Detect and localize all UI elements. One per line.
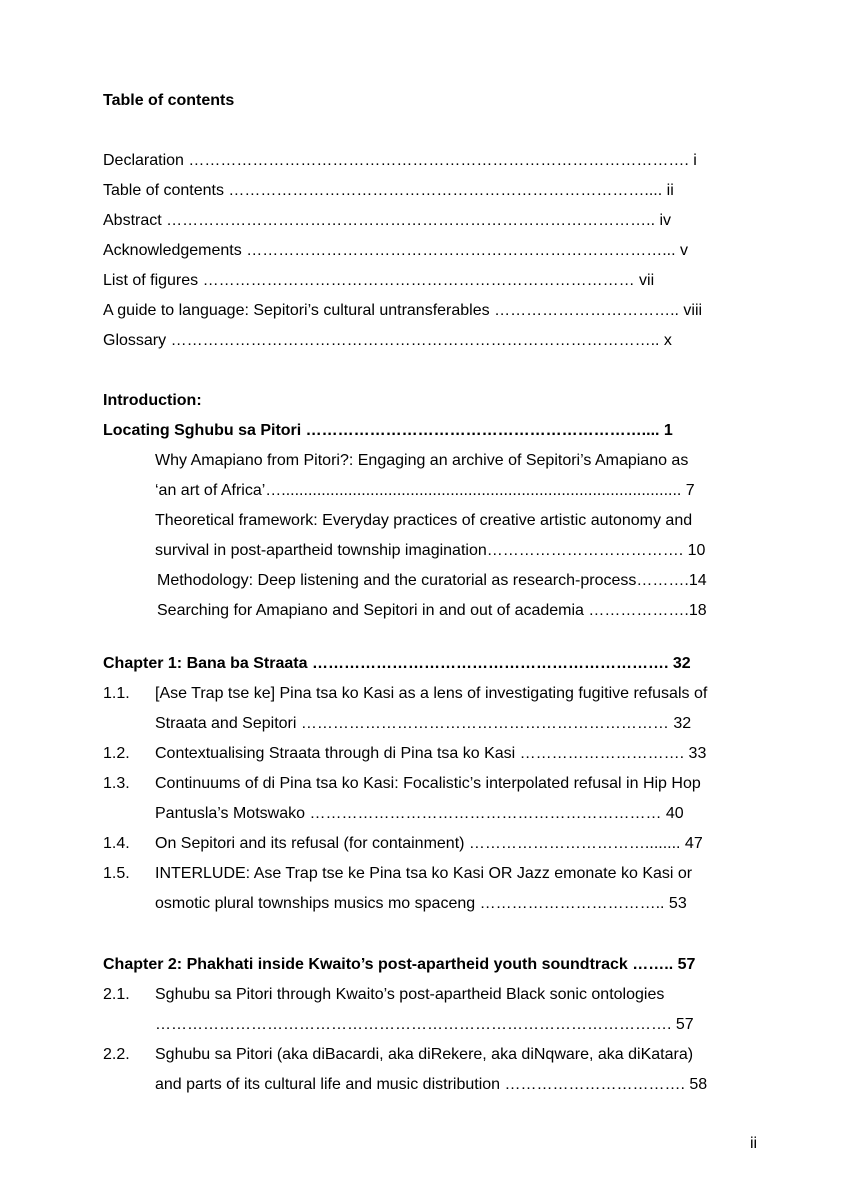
chapter-2-heading: Chapter 2: Phakhati inside Kwaito’s post-apartheid youth soundtrack …….. 57 — [103, 956, 696, 973]
section-title-cont: ……………………………………………………………………………………. 57 — [155, 1016, 694, 1033]
section-number: 1.2. — [103, 745, 130, 762]
toc-entry-abstract: Abstract ……………………………………………………………………………….. iv — [103, 212, 672, 229]
section-title: Sghubu sa Pitori through Kwaito’s post-apartheid Black sonic ontologies — [155, 986, 665, 1003]
section-title: [Ase Trap tse ke] Pina tsa ko Kasi as a lens of investigating fugitive refusals of — [155, 685, 708, 702]
toc-entry-intro-2: Theoretical framework: Everyday practices of creative artistic autonomy and — [155, 512, 693, 529]
toc-entry-guide-to-language: A guide to language: Sepitori’s cultural untransferables …………………………….. viii — [103, 302, 703, 319]
section-title: On Sepitori and its refusal (for containment) ……………………………........ 47 — [155, 835, 703, 852]
toc-entry-intro-1: Why Amapiano from Pitori?: Engaging an archive of Sepitori’s Amapiano as — [155, 452, 689, 469]
toc-title: Table of contents — [103, 92, 235, 109]
toc-entry-declaration: Declaration …………………………………………………………………………………. i — [103, 152, 697, 169]
introduction-subheading: Locating Sghubu sa Pitori ……………………………………………………….... 1 — [103, 422, 673, 439]
section-title-cont: osmotic plural townships musics mo spaceng …………………………….. 53 — [155, 895, 687, 912]
section-title: Contextualising Straata through di Pina tsa ko Kasi …………………………. 33 — [155, 745, 707, 762]
toc-entry-glossary: Glossary ……………………………………………………………………………….. x — [103, 332, 672, 349]
section-number: 1.1. — [103, 685, 130, 702]
chapter-1-heading: Chapter 1: Bana ba Straata …………………………………………………………. 32 — [103, 655, 691, 672]
toc-entry-table-of-contents: Table of contents …………………………………………………………………….... ii — [103, 182, 674, 199]
section-title-cont: Straata and Sepitori …………………………………………………………… 32 — [155, 715, 692, 732]
toc-entry-intro-4: Searching for Amapiano and Sepitori in and out of academia ……………….18 — [157, 602, 707, 619]
section-title-cont: Pantusla’s Motswako ………………………………………………………… 40 — [155, 805, 684, 822]
toc-entry-intro-2-cont: survival in post-apartheid township imagination………………………………. 10 — [155, 542, 706, 559]
section-title: Sghubu sa Pitori (aka diBacardi, aka diRekere, aka diNqware, aka diKatara) — [155, 1046, 694, 1063]
section-number: 2.1. — [103, 986, 130, 1003]
toc-entry-intro-1-cont: ‘an art of Africa’….......................................................................................... 7 — [155, 482, 695, 499]
section-title: Continuums of di Pina tsa ko Kasi: Focalistic’s interpolated refusal in Hip Hop — [155, 775, 701, 792]
section-number: 1.3. — [103, 775, 130, 792]
toc-entry-intro-3: Methodology: Deep listening and the curatorial as research-process……….14 — [157, 572, 707, 589]
section-title-cont: and parts of its cultural life and music distribution ……………………………. 58 — [155, 1076, 708, 1093]
section-number: 1.4. — [103, 835, 130, 852]
section-title: INTERLUDE: Ase Trap tse ke Pina tsa ko Kasi OR Jazz emonate ko Kasi or — [155, 865, 693, 882]
section-number: 1.5. — [103, 865, 130, 882]
page-number: ii — [750, 1135, 758, 1152]
toc-entry-acknowledgements: Acknowledgements ……………………………………………………………………... v — [103, 242, 688, 259]
section-number: 2.2. — [103, 1046, 130, 1063]
introduction-heading: Introduction: — [103, 392, 202, 409]
toc-entry-list-of-figures: List of figures ……………………………………………………………………… vii — [103, 272, 655, 289]
